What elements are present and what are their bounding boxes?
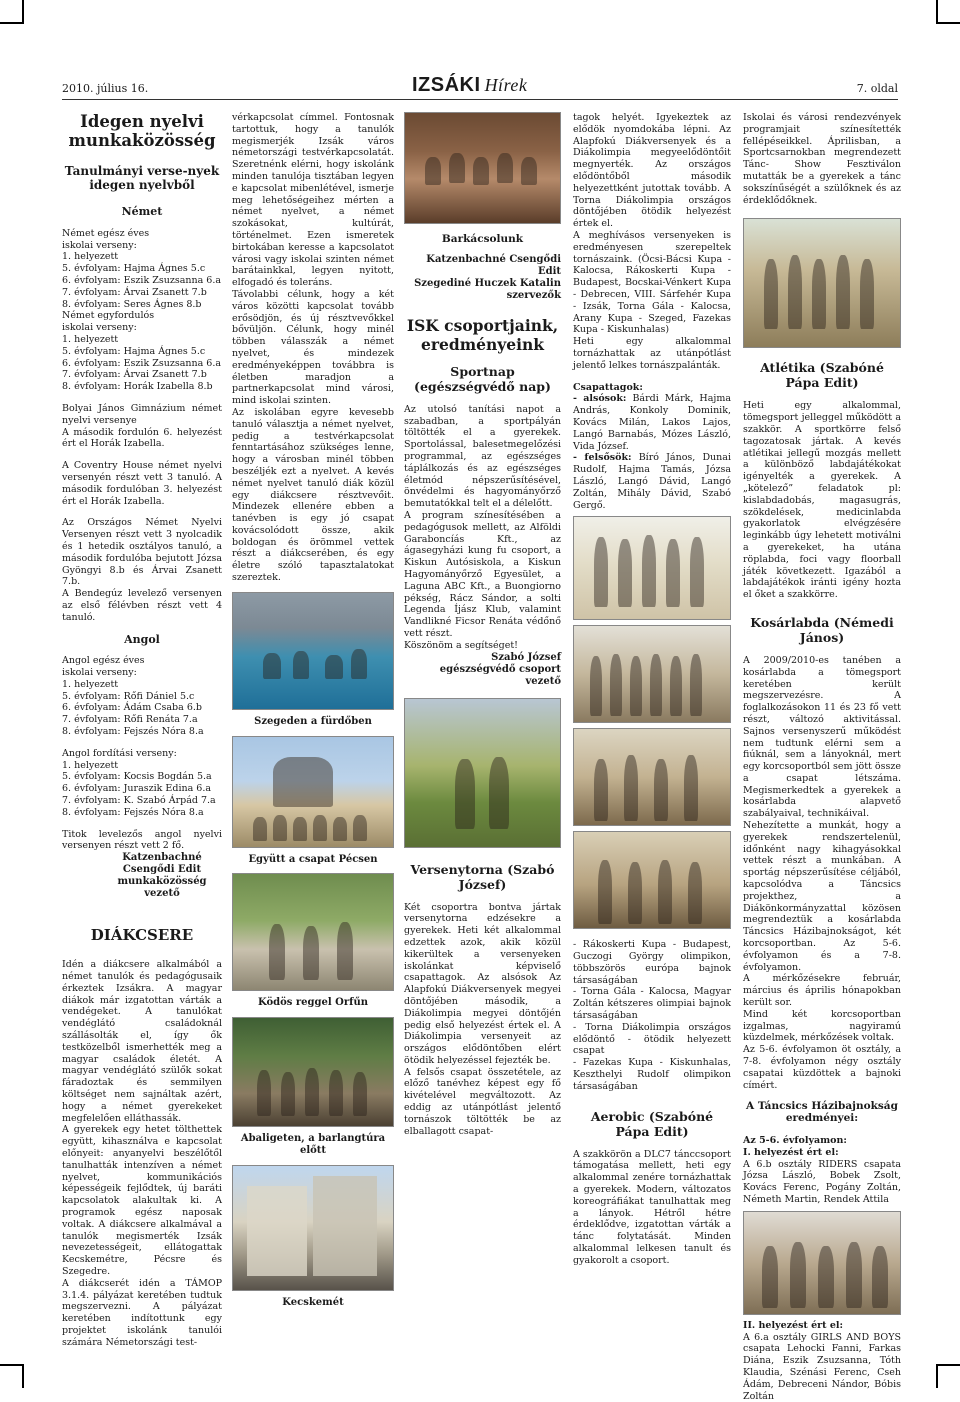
result-line: 8. évfolyam: Fejszés Nóra 8.a — [62, 806, 204, 818]
photo-abaliget — [232, 1017, 394, 1127]
col2-paragraph-1: vérkapcsolat címmel. Fontosnak tartottuk, hogy a tanulók megismerjék Izsák város németországi testvérkapcsolatát. Szeretnénk elérni, hogy iskolánk minden tanulója tisztában legyen e kapcsolat mibenlétével, ismerje meg lehetőségeihez mérten a német nyelvet, a német szokásokat, kultúrát, történelmet. Ezen ismeretek birtokában keresse a kapcsolatot városi vagy iskolai szinten német barátainkkal, legyen nyitott, elfogadó és toleráns. — [232, 112, 394, 289]
signature-line: Szabó József — [491, 651, 561, 663]
alsosok-label: - alsósok: — [573, 393, 627, 405]
eredmeny-item: - Rákoskerti Kupa - Budapest, Guczogi György olimpikon, többszörös európa bajnok társaságában — [573, 939, 731, 986]
signature-line: Csengődi Edit — [122, 864, 202, 876]
versenytorna-paragraph-2: A felsős csapat összetétele, az előző tanévhez képest egy fő kivételével megváltozott. Az eddig az utánpótlást jelentő tornászok töltötték be az elballagott csapat- — [404, 1066, 561, 1137]
signature-katzenbachne — [62, 852, 222, 900]
result-line: 8. évfolyam: Horák Izabella 8.b — [62, 381, 213, 393]
col4-paragraph-1: tagok helyét. Igyekeztek az elődök nyomdokába lépni. Az Alapfokú Diákversenyek és a Diákolimpia megyeelődöntőit megnyerték. Az országos elődöntőből második helyezettként jutottak tovább. A Torna Diákolimpia országos döntőjében ötödik helyezést értek el. — [573, 112, 731, 230]
heading-kosarlabda: Kosárlabda (Némedi János) — [750, 614, 894, 645]
versenytorna-paragraph-1: Két csoportra bontva jártak versenytorna edzésekre a gyerekek. Heti két alkalommal edzettek azok, akik közül kikerültek a versenyeken iskolánkat képviselő csapattagok. Az alsósok Az Alapfokú Diákversenyek megyei döntőjében második, a Diákolimpia megyei döntőjén pedig első helyezést értek el. A Diákolimpia versenyeit az országos elődöntőben elért ötödik helyezéssel fejezték be. — [404, 901, 561, 1066]
photo-sportnap — [404, 698, 561, 848]
signature-line: munkaközösség vezető — [117, 876, 207, 900]
kosar-paragraph-3: A mérkőzésekre február, március és április hónapokban került sor. — [743, 973, 901, 1009]
result-line: 7. évfolyam: K. Szabó Árpád 7.a — [62, 795, 216, 807]
place-1-text: A 6.b osztály RIDERS csapata Józsa László, Bobek Zsolt, Kovács Ferenc, Pogány Zoltán, Németh Martin, Rendek Attila — [743, 1158, 901, 1205]
felsosok-names: Bíró János, Dunai Rudolf, Hajma Tamás, Józsa László, Langó Dávid, Langó Zoltán, Mihály Dávid, Szabó Gergő. — [573, 452, 731, 511]
result-line: Angol fordítási verseny: — [62, 747, 177, 759]
result-line: 5. évfolyam: Hajma Ágnes 5.c — [62, 263, 206, 275]
photo-orfu-morning — [232, 873, 394, 991]
bendeguz-text: A Bendegúz levelező versenyen az első félévben részt vett 4 tanuló. — [62, 588, 222, 623]
sportnap-thanks: Köszönöm a segítséget! — [404, 639, 518, 651]
kosar-paragraph-2: Nehezítette a munkát, hogy a gyerekek rendszertelenül, időnként nagy kihagyásokkal vettek részt a munkában. A sportág népszerűsítése céljából, kapcsolódva a Táncsics projekthez, a Diákönkormányzattal közösen megrendeztük a kosárlabda Táncsics Házibajnokságot, két korcsoportban. Az 5-6. évfolyamon és a 7-8. évfolyamon. — [743, 820, 901, 973]
kosar-paragraph-4: Mind két korcsoportban izgalmas, nagyiramú küzdelmek, mérkőzések voltak. — [743, 1008, 901, 1044]
signature-line: szervezők — [506, 289, 561, 301]
eredmeny-item: - Torna Gála - Kalocsa, Magyar Zoltán kétszeres olimpiai bajnok társaságában — [573, 986, 731, 1022]
place-2-text: A 6.a osztály GIRLS AND BOYS csapata Lehocki Fanni, Farkas Diána, Eszik Zsuzsanna, Tóth Klaudia, Szénási Ferenc, Cseh Ádám, Debreceni Nándor, Bóbis Zoltán — [743, 1331, 901, 1402]
signature-line: Szegediné Huczek Katalin — [414, 277, 561, 289]
col2-paragraph-3: Az iskolában egyre kevesebb tanuló választja a német nyelvet, pedig a testvérkapcsolat fenntartásához szükséges lenne, hogy a városban minél többen beszéljék ezt a nyelvet. A kevés német nyelvet tanuló diák közül egy diákcsere résztvevőit. Mindezek ellenére ebben a tanévben is egy jó csapat kovácsolódott össze, akik boldogan és örömmel vettek részt a diákcserében, és egy életre szóló tapasztalatokat szereztek. — [232, 406, 394, 584]
result-line: 5. évfolyam: Rőfi Dániel 5.c — [62, 690, 195, 702]
result-line: 6. évfolyam: Eszik Zsuzsanna 6.a — [62, 274, 222, 286]
photo-torna-2 — [573, 625, 731, 723]
result-line: Német egész éves — [62, 227, 150, 239]
article-title-idegen: Idegen nyelvi munkaközösség — [68, 112, 216, 150]
titok-text: Titok levelezős angol nyelvi versenyen részt vett 2 fő. — [62, 828, 222, 852]
caption-kecskemet: Kecskemét — [282, 1296, 344, 1308]
result-line: Angol egész éves — [62, 655, 145, 667]
bolyai-text: A második fordulón 6. helyezést ért el Horák Izabella. — [62, 426, 222, 450]
signature-line: Katzenbachné — [122, 852, 202, 864]
result-line: iskolai verseny: — [62, 322, 137, 334]
heading-place-1: I. helyezést ért el: — [743, 1146, 839, 1158]
heading-sportnap: Sportnap (egészségvédő nap) — [414, 363, 551, 394]
article-title-diakcsere: DIÁKCSERE — [90, 926, 194, 945]
kosar-paragraph-5: Az 5-6. évfolyamon öt osztály, a 7-8. évfolyamon négy osztály csapatai küzdöttek a bajnoki címért. — [743, 1044, 901, 1091]
alsosok-names: Bárdi Márk, Hajma András, Konkoly Dominik, Kovács Milán, Lakos Lajos, Langó Barnabás, Mózes László, Vida József. — [573, 393, 732, 452]
diakcsere-paragraph-2: A gyerekek egy hetet tölthettek együtt, kihasználva e kapcsolat előnyeit: anyanyelvi beszélőtől tanulhatták intenzíven a német nyelvet, kommunikációs képességeik fejlődtek, új baráti kapcsolatok alakultak ki. A programok egész naposak voltak. A diákcsere alkalmával a tanulók megismerték Izsák nevezetességeit, ellátogattak Kecskemétre, Pécsre és Szegedre. — [62, 1124, 222, 1277]
crop-mark-bottom-right — [936, 1364, 960, 1388]
column-2 — [232, 112, 394, 1309]
section-nemet: Német — [121, 205, 163, 218]
result-line: 6. évfolyam: Ádám Csaba 6.b — [62, 702, 202, 714]
eredmeny-item: - Torna Diákolimpia országos elődöntő - ötödik helyezett csapat — [573, 1021, 731, 1057]
caption-pecs: Együtt a csapat Pécsen — [248, 853, 378, 865]
result-line: 6. évfolyam: Juraszik Edina 6.a — [62, 783, 212, 795]
aerobic-paragraph: A szakkörön a DLC7 tánccsoport támogatása mellett, heti egy alkalommal zenére tornázhattak a gyerekek. Modern, változatos koreográfiákat tanulhattak meg a lányok. Hétről hétre érdeklődve, izgatottan várták a tánc folytatását. Minden alkalommal lelkesen tanult és gyakorolt a csoport. — [573, 1148, 731, 1266]
caption-orfu: Ködös reggel Orfűn — [258, 997, 368, 1009]
felsosok-line — [573, 452, 731, 511]
signature-line: Edit — [537, 265, 561, 277]
alsosok-line — [573, 393, 731, 452]
nemet-results — [62, 228, 222, 393]
heading-place-2: II. helyezést ért el: — [743, 1319, 844, 1331]
result-line: 8. évfolyam: Fejszés Nóra 8.a — [62, 726, 204, 738]
crop-mark-bottom-left — [0, 1364, 24, 1388]
orszagos-text: Az Országos Német Nyelvi Versenyen részt vett 3 nyolcadik és 1 hetedik osztályos tanuló, a második fordulóba bejutott Józsa Gyöngyi 8.b és Árvai Zsanett 7.b. — [62, 517, 222, 588]
page-header — [62, 76, 898, 100]
heading-evfolyam: Az 5-6. évfolyamon: — [743, 1135, 847, 1146]
result-line: 6. évfolyam: Eszik Zsuzsanna 6.a — [62, 357, 222, 369]
column-4 — [573, 112, 731, 1267]
article-title-isk: ISK csoportjaink, eredményeink — [406, 315, 559, 354]
felsosok-label: - felsősök: — [573, 452, 632, 464]
signature-line: Katzenbachné Csengődi — [426, 253, 561, 265]
photo-kecskemet — [232, 1165, 394, 1291]
col2-paragraph-2: Távolabbi célunk, hogy a két város közötti kapcsolat tovább erősödjön, és új résztvevőkkel bővüljön. Célunk, hogy minél többen válasszák a német nyelvet, és mindezek eredményeképpen továbbra is életben maradjon a partnerkapcsolat mind városi, mind iskolai szinten. — [232, 288, 394, 407]
diakcsere-paragraph-3: A diákcserét idén a TÁMOP 3.1.4. pályázat keretében tudtuk megszervezni. A pályázat keretében indítottunk egy projektet iskolánk tanulói számára Németországi test- — [62, 1277, 222, 1348]
photo-szeged-bath — [232, 592, 394, 710]
col5-paragraph-1: Iskolai és városi rendezvények programjait színesítették fellépéseikkel. Áprilisban, a Sportcsarnokban megrendezett Tánc- Show Fesztiválon mutatták be a gyerekek a tánc sokszínűségét a szülőknek és az érdeklődőknek. — [743, 112, 901, 206]
signature-szabo — [404, 652, 561, 688]
result-line: 7. évfolyam: Árvai Zsanett 7.b — [62, 369, 207, 381]
heading-barkacsolunk: Barkácsolunk — [441, 233, 524, 245]
atletika-paragraph: Heti egy alkalommal, tömegsport jelleggel működött a szakkör. A sportkörre felső tagozatosak jártak. A kevés atlétikai jellegű mozgás mellett a különböző labdajátékokat igényelték a gyerekek. A „kötelező” feladatok pl: kislabdadobás, magasugrás, szökdelések, medicinlabda gyakorlatok elvégzésére leginkább úgy lehetett motiválni a gyerekeket, ha utána röplabda, foci vagy floorball játék következett. Igazából a labdajátékok iránti igény hozta el őket a szakkörre. — [743, 400, 901, 601]
result-line: 1. helyezett — [62, 759, 119, 771]
result-line: 5. évfolyam: Kocsis Bogdán 5.a — [62, 771, 212, 783]
issue-date: 2010. július 16. — [62, 82, 149, 95]
heading-tancsics: A Táncsics Házibajnokság eredményei: — [746, 1100, 898, 1125]
angol-results — [62, 655, 222, 818]
col4-paragraph-2: A meghívásos versenyeken is eredményesen szerepeltek tornászaink. (Öcsi-Bácsi Kupa - Kalocsa, Rákoskerti Kupa - Budapest, Bocskai-Vénkert Kupa - Debrecen, VIII. Sárfehér Kupa - Izsák, Torna Gála - Kalocsa, Arany Kupa - Szeged, Fazekas Kupa - Kiskunhalas) — [573, 229, 731, 336]
heading-atletika: Atlétika (Szabóné Pápa Edit) — [760, 360, 884, 391]
result-line: iskolai verseny: — [62, 667, 137, 679]
crop-mark-top-right — [936, 0, 960, 24]
result-line: Német egyfordulós — [62, 310, 155, 322]
kosar-paragraph-1: A 2009/2010-es tanében a kosárlabda a tömegsport keretében került megszervezésre. A foglalkozásokon 11 és 23 fő vett részt, változó aktivitással. Sajnos versenyszerű működést nem tudtunk elérni sem a fiúknál, sem a lányoknál, mert egy korcsoportból sem jött össze a csapat létszáma. Megismerkedtek a gyerekek a kosárlabda alapvető szabályaival, technikáival. — [743, 654, 901, 820]
masthead-main: IZSÁKI — [412, 74, 481, 96]
caption-abaliget: Abaligeten, a barlangtúra előtt — [240, 1133, 386, 1157]
result-line: iskolai verseny: — [62, 239, 137, 251]
eredmeny-item: - Fazekas Kupa - Kiskunhalas, Keszthelyi Rudolf olimpikon társaságában — [573, 1057, 731, 1092]
page-number: 7. oldal — [856, 82, 898, 95]
section-angol: Angol — [124, 632, 160, 646]
result-line: 1. helyezett — [62, 251, 119, 263]
result-line: 1. helyezett — [62, 333, 119, 345]
column-5 — [743, 112, 901, 1402]
crop-mark-top-left — [0, 0, 24, 24]
sportnap-paragraph-1: Az utolsó tanítási napot a szabadban, a sportpályán töltötték el a gyerekek. Sportolással, balesetmegelőzési programmal, az egészséges táplálkozás és az egészséges életmód népszerűsítésével, önvédelmi és hagyományőrző bemutatókkal telt el a délelőtt. — [404, 403, 561, 510]
col4-paragraph-3: Heti egy alkalommal tornázhattak az utánpótlást jelentő lelkes tornászpalánták. — [573, 336, 731, 371]
result-line: 1. helyezett — [62, 678, 119, 690]
column-1 — [62, 112, 222, 1349]
diakcsere-paragraph-1: Idén a diákcsere alkalmából a német tanulók és pedagógusaik érkeztek Izsákra. A magyar diákok már izgatottan várták a vendégeket. A tanulókat vendéglátó családoknál szállásolták el, így ők testközelből ismerhették meg a magyar családok életét. A magyar vendéglátó szülők sokat fáradoztak és semmilyen költséget nem sajnáltak azért, hogy a német gyerekeket megfelelően elláthassák. — [62, 959, 222, 1124]
masthead-script: Hírek — [484, 75, 528, 95]
result-line: 7. évfolyam: Rőfi Renáta 7.a — [62, 714, 198, 726]
signature-line: egészségvédő csoport vezető — [439, 663, 561, 687]
column-3 — [404, 112, 561, 1137]
heading-versenytorna: Versenytorna (Szabó József) — [410, 861, 555, 892]
result-line: 5. évfolyam: Hajma Ágnes 5.c — [62, 345, 206, 357]
heading-csapattagok: Csapattagok: — [573, 381, 643, 393]
caption-szeged: Szegeden a fürdőben — [254, 715, 372, 727]
coventry-text: A Coventry House német nyelvi versenyén részt vett 3 tanuló. A második fordulóban 3. helyezést ért el Horák Izabella. — [62, 460, 222, 507]
photo-torna-4 — [573, 831, 731, 929]
photo-aerobic — [743, 218, 901, 348]
result-line: 8. évfolyam: Seres Ágnes 8.b — [62, 298, 202, 310]
subtitle-tanulmanyi: Tanulmányi verse-nyek idegen nyelvből — [64, 164, 220, 192]
photo-barkacsolunk — [404, 112, 561, 224]
heading-aerobic: Aerobic (Szabóné Pápa Edit) — [590, 1108, 714, 1139]
photo-torna-3 — [573, 728, 731, 826]
photo-pecs-group — [232, 736, 394, 848]
result-line: 7. évfolyam: Árvai Zsanett 7.b — [62, 286, 207, 298]
bolyai-heading: Bolyai János Gimnázium német nyelvi versenye — [62, 402, 222, 426]
photo-kosar-team — [743, 1211, 901, 1315]
signature-barkacs — [404, 254, 561, 302]
photo-torna-1 — [573, 516, 731, 620]
masthead — [412, 74, 527, 97]
sportnap-paragraph-2: A program színesítésében a pedagógusok mellett, az Alföldi Garaboncíás Kft., az ágasegyházi kung fu csoport, a Kiskun Autósiskola, a Kiskun Hagyományőrző Egyesület, a Laguna ABC Kft., a Buongiorno pékség, Rácz Sándor, a solti Legenda Íjász Klub, valamint Vandlikné Ficsor Renáta védőnő vett részt. — [404, 509, 561, 639]
